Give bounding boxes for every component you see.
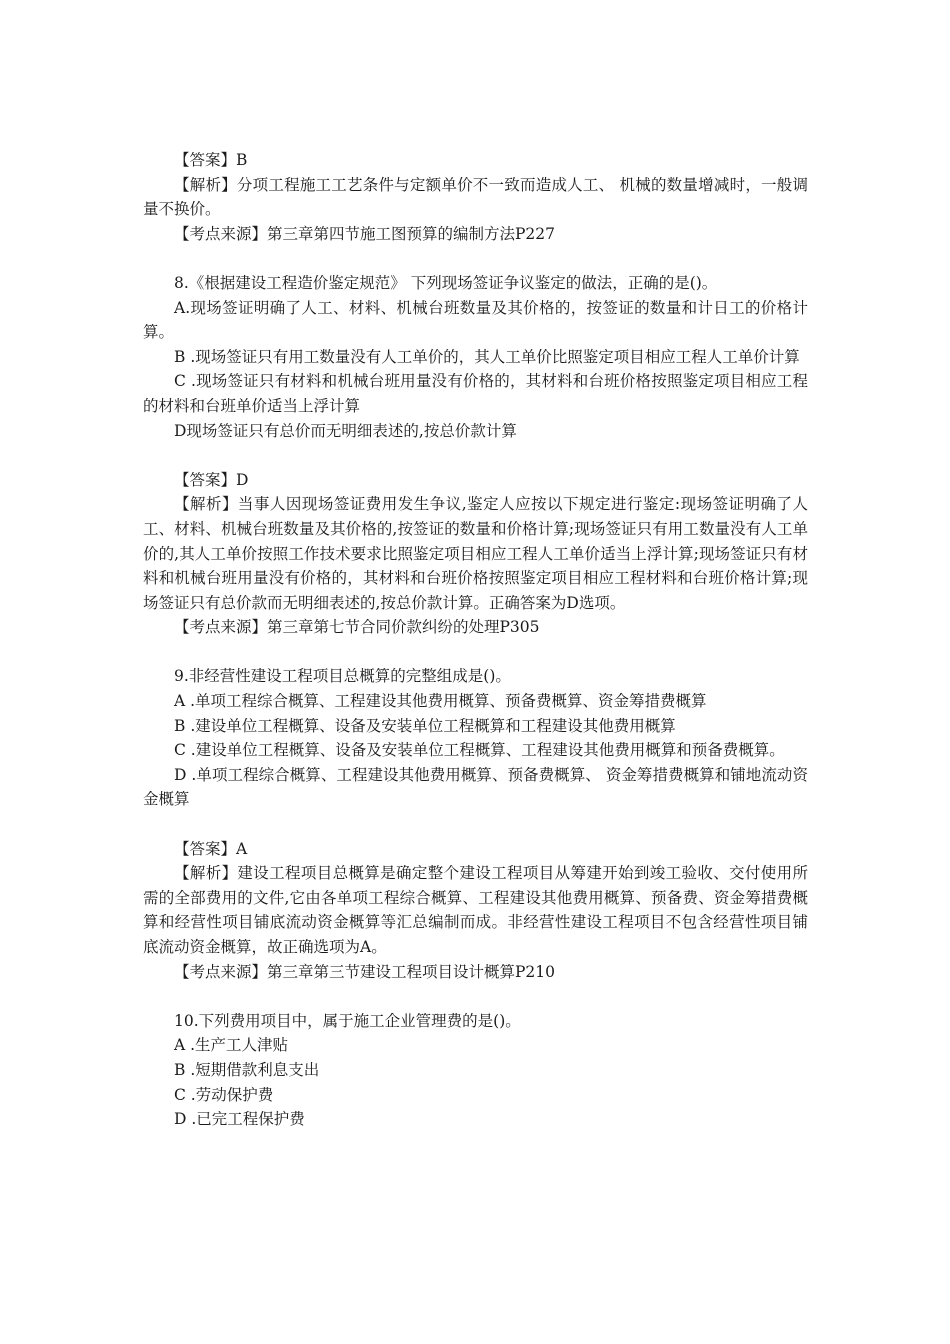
answer-line: 【答案】D	[174, 470, 249, 489]
option-d: D .单项工程综合概算、工程建设其他费用概算、预备费概算、 资金筹措费概算和铺地流动资金概算	[143, 765, 808, 809]
option-d: D .已完工程保护费	[174, 1110, 305, 1129]
document-body	[143, 148, 808, 1132]
option-b: B .现场签证只有用工数量没有人工单价的，其人工单价比照鉴定项目相应工程人工单价计算	[174, 347, 800, 366]
answer-line: 【答案】B	[174, 151, 248, 169]
question-stem: 10.下列费用项目中，属于施工企业管理费的是()。	[174, 1011, 521, 1030]
source-line: 【考点来源】第三章第七节合同价款纠纷的处理P305	[174, 618, 540, 637]
option-b: B .建设单位工程概算、设备及安装单位工程概算和工程建设其他费用概算	[174, 716, 676, 735]
question-stem: 9.非经营性建设工程项目总概算的完整组成是()。	[174, 667, 511, 686]
option-d: D现场签证只有总价而无明细表述的,按总价款计算	[174, 421, 517, 440]
question-stem: 8.《根据建设工程造价鉴定规范》 下列现场签证争议鉴定的做法，正确的是()。	[174, 273, 718, 292]
option-c: C .建设单位工程概算、设备及安装单位工程概算、工程建设其他费用概算和预备费概算。	[174, 741, 785, 760]
option-a: A .单项工程综合概算、工程建设其他费用概算、预备费概算、资金筹措费概算	[174, 692, 707, 711]
analysis-paragraph: 【解析】分项工程施工工艺条件与定额单价不一致而造成人工、 机械的数量增减时，一般调量不换价。	[143, 175, 808, 219]
option-a: A .生产工人津贴	[174, 1036, 289, 1055]
option-b: B .短期借款利息支出	[174, 1060, 320, 1079]
analysis-paragraph: 【解析】当事人因现场签证费用发生争议,鉴定人应按以下规定进行鉴定:现场签证明确了人工、材料、机械台班数量及其价格的,按签证的数量和价格计算;现场签证只有用工数量没有人工单价的,其人工单价按照工作技术要求比照鉴定项目相应工程人工单价适当上浮计算;现场签证只有材料和机械台班用量没有价格的，其材料和台班价格按照鉴定项目相应工程材料和台班价格计算;现场签证只有总价款而无明细表述的,按总价款计算。正确答案为D选项。	[143, 495, 808, 612]
analysis-paragraph: 【解析】建设工程项目总概算是确定整个建设工程项目从筹建开始到竣工验收、交付使用所需的全部费用的文件,它由各单项工程综合概算、工程建设其他费用概算、预备费、资金筹措费概算和经营性项目铺底流动资金概算等汇总编制而成。非经营性建设工程项目不包含经营性项目铺底流动资金概算，故正确选项为A。	[143, 864, 808, 956]
option-c: C .现场签证只有材料和机械台班用量没有价格的，其材料和台班价格按照鉴定项目相应工程的材料和台班单价适当上浮计算	[143, 372, 808, 415]
answer-line: 【答案】A	[174, 839, 248, 858]
option-c: C .劳动保护费	[174, 1085, 274, 1104]
source-line: 【考点来源】第三章第三节建设工程项目设计概算P210	[174, 962, 556, 981]
source-line: 【考点来源】第三章第四节施工图预算的编制方法P227	[174, 224, 556, 243]
option-a: A.现场签证明确了人工、材料、机械台班数量及其价格的，按签证的数量和计日工的价格计算。	[143, 298, 808, 342]
